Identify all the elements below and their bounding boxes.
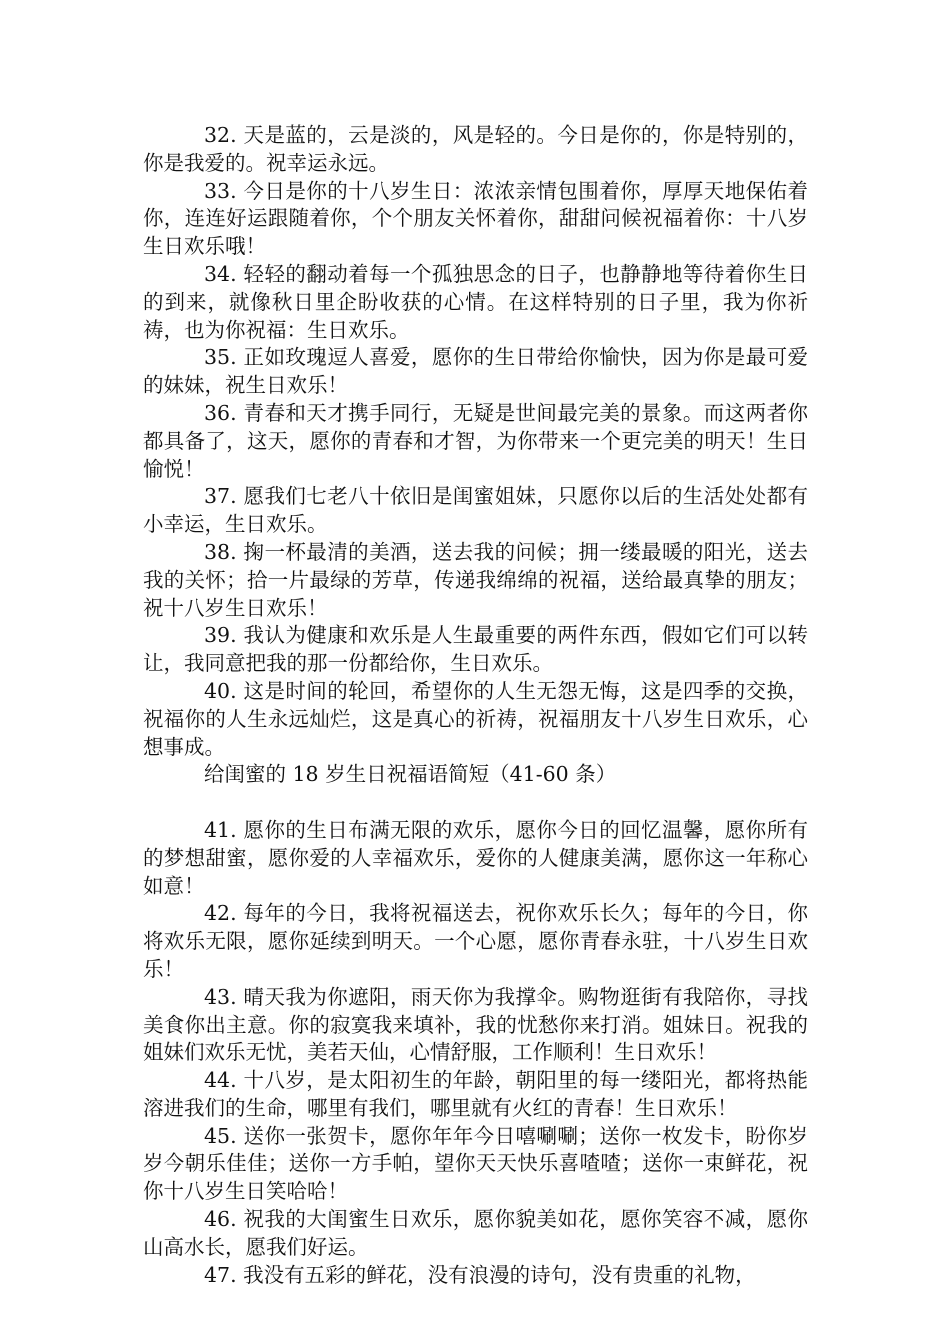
- blessing-paragraph-34: 34. 轻轻的翻动着每一个孤独思念的日子，也静静地等待着你生日的到来，就像秋日里企盼收获的心情。在这样特别的日子里，我为你祈祷，也为你祝福：生日欢乐。: [143, 261, 808, 342]
- blessing-paragraph-38: 38. 掬一杯最清的美酒，送去我的问候；拥一缕最暖的阳光，送去我的关怀；拾一片最绿的芳草，传递我绵绵的祝福，送给最真挚的朋友；祝十八岁生日欢乐！: [143, 539, 808, 620]
- blessing-paragraph-37: 37. 愿我们七老八十依旧是闺蜜姐妹，只愿你以后的生活处处都有小幸运，生日欢乐。: [143, 484, 808, 537]
- blessing-paragraph-39: 39. 我认为健康和欢乐是人生最重要的两件东西，假如它们可以转让，我同意把我的那一份都给你，生日欢乐。: [143, 623, 808, 676]
- blessing-paragraph-41: 41. 愿你的生日布满无限的欢乐，愿你今日的回忆温馨，愿你所有的梦想甜蜜，愿你爱的人幸福欢乐，爱你的人健康美满，愿你这一年称心如意！: [143, 817, 808, 898]
- blessing-paragraph-43: 43. 晴天我为你遮阳，雨天你为我撑伞。购物逛街有我陪你，寻找美食你出主意。你的寂寞我来填补，我的忧愁你来打消。姐妹日。祝我的姐妹们欢乐无忧，美若天仙，心情舒服，工作顺利！生日欢乐！: [143, 984, 808, 1065]
- blessing-paragraph-46: 46. 祝我的大闺蜜生日欢乐，愿你貌美如花，愿你笑容不减，愿你山高水长，愿我们好运。: [143, 1207, 808, 1259]
- blessing-paragraph-44: 44. 十八岁，是太阳初生的年龄，朝阳里的每一缕阳光，都将热能溶进我们的生命，哪里有我们，哪里就有火红的青春！生日欢乐！: [143, 1068, 808, 1120]
- blessing-paragraph-36: 36. 青春和天才携手同行，无疑是世间最完美的景象。而这两者你都具备了，这天，愿你的青春和才智，为你带来一个更完美的明天！生日愉悦！: [143, 400, 808, 481]
- blessing-paragraph-32: 32. 天是蓝的，云是淡的，风是轻的。今日是你的，你是特别的，你是我爱的。祝幸运永远。: [143, 123, 808, 175]
- blank-line: [143, 789, 808, 817]
- section-heading: 给闺蜜的 18 岁生日祝福语简短（41-60 条）: [204, 762, 617, 787]
- document-body: [143, 122, 808, 1289]
- blessing-paragraph-45: 45. 送你一张贺卡，愿你年年今日嘻唰唰；送你一枚发卡，盼你岁岁今朝乐佳佳；送你一方手帕，望你天天快乐喜喳喳；送你一束鲜花，祝你十八岁生日笑哈哈！: [143, 1123, 808, 1204]
- blessing-paragraph-35: 35. 正如玫瑰逗人喜爱，愿你的生日带给你愉快，因为你是最可爱的妹妹，祝生日欢乐！: [143, 345, 808, 398]
- blessing-paragraph-42: 42. 每年的今日，我将祝福送去，祝你欢乐长久；每年的今日，你将欢乐无限，愿你延续到明天。一个心愿，愿你青春永驻，十八岁生日欢乐！: [143, 901, 808, 981]
- blessing-paragraph-40: 40. 这是时间的轮回，希望你的人生无怨无悔，这是四季的交换，祝福你的人生永远灿烂，这是真心的祈祷，祝福朋友十八岁生日欢乐，心想事成。: [143, 678, 808, 759]
- blessing-paragraph-47: 47. 我没有五彩的鲜花，没有浪漫的诗句，没有贵重的礼物，: [204, 1262, 756, 1287]
- blessing-paragraph-33: 33. 今日是你的十八岁生日：浓浓亲情包围着你，厚厚天地保佑着你，连连好运跟随着你，个个朋友关怀着你，甜甜问候祝福着你：十八岁生日欢乐哦！: [143, 178, 808, 259]
